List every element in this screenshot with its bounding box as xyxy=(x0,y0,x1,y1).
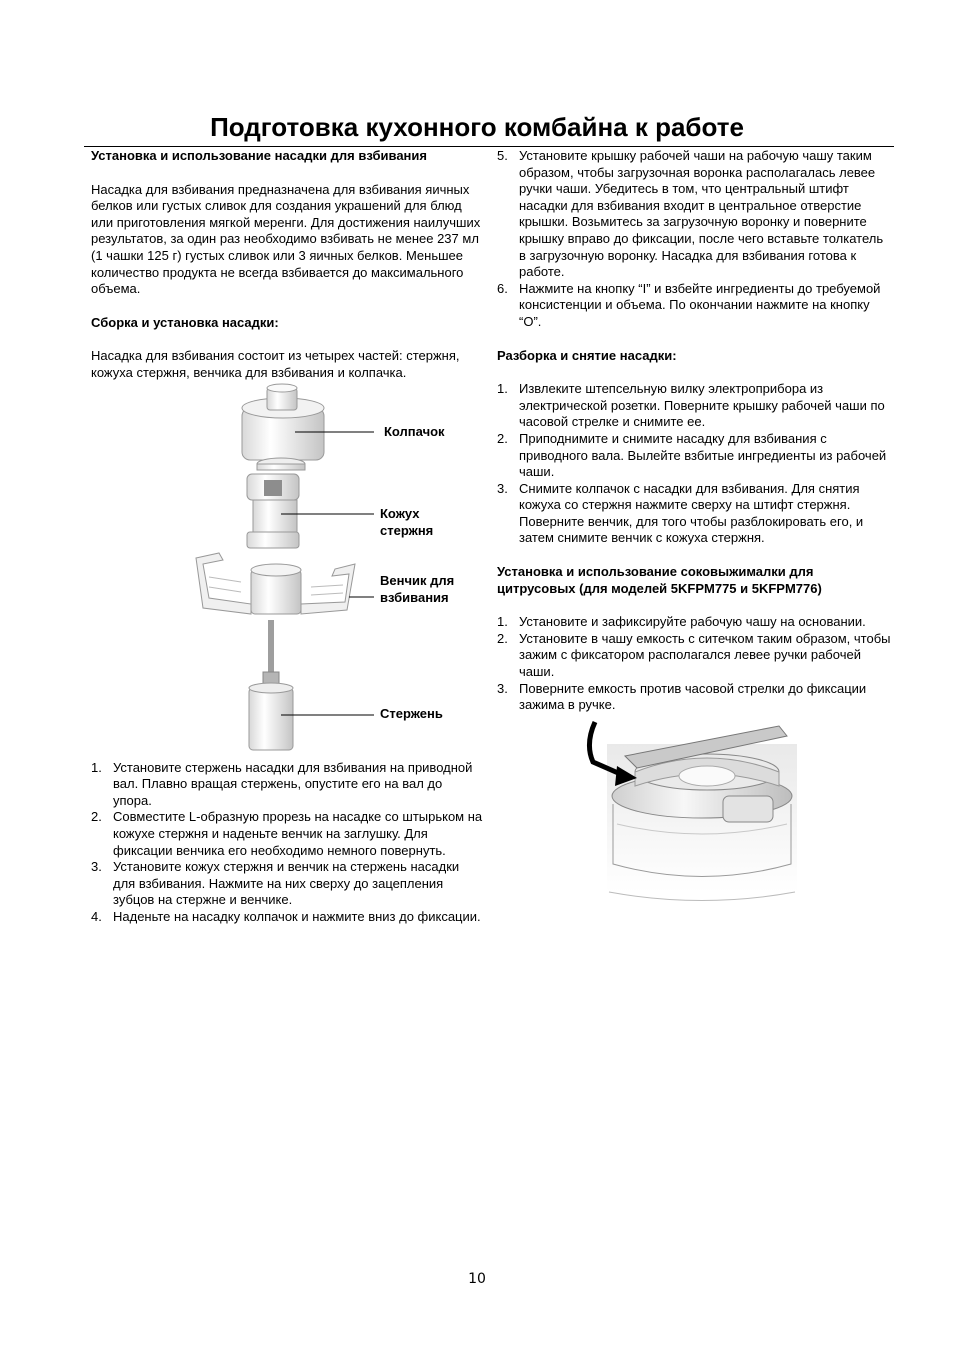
label-cap: Колпачок xyxy=(384,423,445,439)
shaft-part xyxy=(249,620,293,750)
disassembly-heading: Разборка и снятие насадки: xyxy=(497,347,677,363)
list-item: 2. Установите в чашу емкость с ситечком таким образом, чтобы зажим с фиксатором располагался левее ручки рабочей чаши. xyxy=(497,630,891,680)
housing-top-part xyxy=(257,458,305,470)
label-shaft: Стержень xyxy=(380,705,443,721)
right-column xyxy=(497,148,892,914)
list-item: 1. Установите стержень насадки для взбивания на приводной вал. Плавно вращая стержень, опустите его на вал до упора. xyxy=(91,759,473,808)
list-item: 3. Снимите колпачок с насадки для взбивания. Для снятия кожуха со стержня нажмите сверху на штифт стержня. Поверните венчик, для того чтобы разблокировать его, и затем снимите венчик с кожуха стержня. xyxy=(497,480,864,546)
whisk-parts-figure xyxy=(91,382,483,760)
section-heading-whisk: Установка и использование насадки для взбивания xyxy=(91,148,427,163)
list-item: 3. Установите кожух стержня и венчик на стержень насадки для взбивания. Нажмите на них сверху до зацепления зубцов на стержне и венчике. xyxy=(91,859,460,908)
whisk-intro-paragraph: Насадка для взбивания предназначена для взбивания яичных белков или густых сливок для создания украшений для блюд или приготовления мягкой меренги. Для достижения наилучших результатов, за один раз необходимо взбивать не менее 237 мл (1 чашки 125 г) густых сливок или 3 яичных белков. Меньшее количество продукта не всегда взбивается до максимального объема. xyxy=(91,181,481,297)
label-whisk-line2: взбивания xyxy=(380,589,449,605)
list-item: 3. Поверните емкость против часовой стрелки до фиксации зажима в ручке. xyxy=(497,680,867,713)
page-number: 10 xyxy=(468,1271,486,1287)
assembly-paragraph: Насадка для взбивания состоит из четырех частей: стержня, кожуха стержня, венчика для взбивания и колпачка. xyxy=(91,348,460,380)
list-item: 2. Совместите L-образную прорезь на насадке со штырьком на кожухе стержня и наденьте венчик на заглушку. Для фиксации венчика его необходимо немного повернуть. xyxy=(91,809,483,858)
whisk-part xyxy=(196,553,355,614)
label-housing-line1: Кожух xyxy=(380,505,420,521)
list-item: 1. Установите и зафиксируйте рабочую чашу на основании. xyxy=(497,614,866,630)
title-rule xyxy=(84,146,894,147)
citrus-juicer-photo xyxy=(497,714,892,914)
label-whisk-line1: Венчик для xyxy=(380,572,455,588)
list-item: 2. Приподнимите и снимите насадку для взбивания с приводного вала. Вылейте взбитые ингредиенты из рабочей чаши. xyxy=(497,430,887,480)
list-item: 4. Наденьте на насадку колпачок и нажмите вниз до фиксации. xyxy=(91,908,481,924)
assembly-heading: Сборка и установка насадки: xyxy=(91,314,279,330)
juicer-heading: Установка и использование соковыжималки для цитрусовых (для моделей 5KFPM775 и 5KFPM776) xyxy=(497,564,822,596)
page-title: Подготовка кухонного комбайна к работе xyxy=(210,112,744,142)
label-housing-line2: стержня xyxy=(380,522,434,538)
housing-part xyxy=(247,474,299,548)
assembly-steps-continued xyxy=(497,148,892,331)
assembly-steps-list xyxy=(91,760,483,926)
left-column xyxy=(91,148,483,925)
list-item: 5. Установите крышку рабочей чаши на рабочую чашу таким образом, чтобы загрузочная воронка располагалась левее ручки чаши. Убедитесь в том, что центральный штифт насадки для взбивания входит в центральное отверстие крышки. Возьмитесь за загрузочную воронку и поверните крышку вправо до фиксации, после чего вставьте толкатель в загрузочную воронку. Насадка для взбивания готова к работе. xyxy=(497,148,884,280)
disassembly-steps-list xyxy=(497,381,892,547)
list-item: 1. Извлеките штепсельную вилку электроприбора из электрической розетки. Поверните крышку рабочей чаши по часовой стрелке и снимите ее. xyxy=(497,381,885,430)
juicer-steps-list xyxy=(497,614,892,714)
cap-part xyxy=(242,384,324,460)
citrus-juicer-illustration xyxy=(497,714,892,914)
list-item: 6. Нажмите на кнопку “I” и взбейте ингредиенты до требуемой консистенции и объема. По окончании нажмите на кнопку “O”. xyxy=(497,280,881,329)
